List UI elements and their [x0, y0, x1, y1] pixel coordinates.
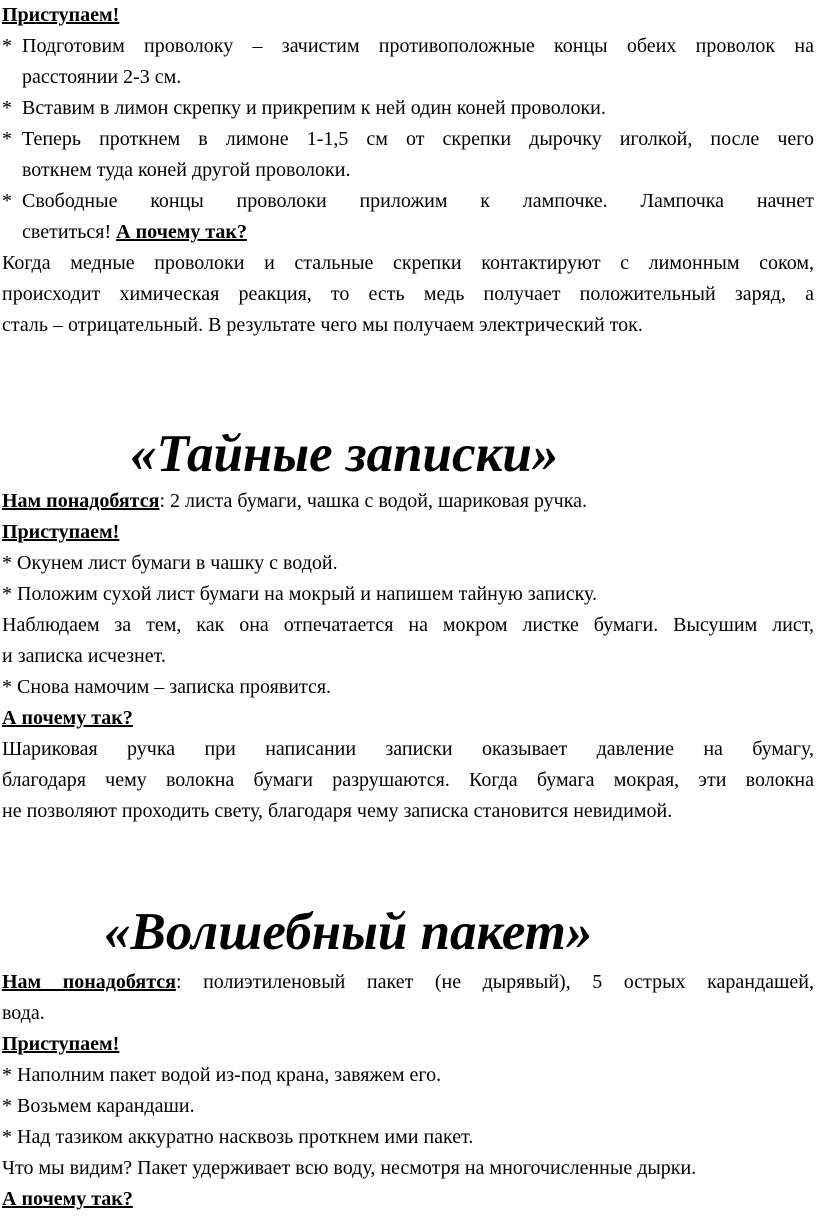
heading-start: Приступаем! — [2, 521, 120, 543]
step-line: * Снова намочим – записка проявится. — [2, 676, 332, 698]
step-item: * Вставим в лимон скрепку и прикрепим к ней один коней проволоки. — [2, 93, 814, 124]
section-secret-notes — [2, 486, 814, 827]
step-item: * Свободные концы проволоки приложим к лампочке. Лампочка начнет светиться! А почему так? — [2, 186, 814, 248]
text-line: сталь – отрицательный. В результате чего мы получаем электрический ток. — [2, 314, 643, 336]
section-title-magic-bag: «Волшебный пакет» — [104, 903, 593, 961]
step-item: * Теперь проткнем в лимоне 1-1,5 см от скрепки дырочку иголкой, после чего воткнем туда коней другой проволоки. — [2, 124, 814, 186]
explanation-paragraph — [2, 734, 814, 827]
step-line: * Наполним пакет водой из-под крана, завяжем его. — [2, 1064, 442, 1086]
section-lemon-battery — [2, 0, 814, 341]
text-line: благодаря чему волокна бумаги разрушаются. Когда бумага мокрая, эти волокна — [2, 769, 814, 791]
step-line: * Над тазиком аккуратно насквозь проткнем ими пакет. — [2, 1126, 474, 1148]
section-title-secret-notes: «Тайные записки» — [130, 425, 559, 483]
requirements-label: Нам понадобятся — [2, 971, 176, 993]
why-heading: А почему так? — [116, 221, 247, 243]
section-magic-bag — [2, 967, 814, 1215]
text-line: происходит химическая реакция, то есть медь получает положительный заряд, а — [2, 283, 814, 305]
requirements-label: Нам понадобятся — [2, 490, 160, 512]
observation-paragraph — [2, 610, 814, 672]
why-heading: А почему так? — [2, 1188, 133, 1210]
requirements-text: : 2 листа бумаги, чашка с водой, шариковая ручка. — [159, 490, 588, 512]
step-line: * Положим сухой лист бумаги на мокрый и напишем тайную записку. — [2, 583, 598, 605]
step-line: Теперь проткнем в лимоне 1-1,5 см от скрепки дырочку иголкой, после чего — [22, 128, 814, 150]
step-line: * Окунем лист бумаги в чашку с водой. — [2, 552, 338, 574]
observation-line: Что мы видим? Пакет удерживает всю воду, несмотря на многочисленные дырки. — [2, 1157, 697, 1179]
explanation-paragraph — [2, 248, 814, 341]
requirements-line — [2, 967, 814, 1029]
step-line: Подготовим проволоку – зачистим противоположные концы обеих проволок на — [22, 35, 814, 57]
text-line: Наблюдаем за тем, как она отпечатается на мокром листке бумаги. Высушим лист, — [2, 614, 814, 636]
step-line: Свободные концы проволоки приложим к лампочке. Лампочка начнет — [22, 190, 814, 212]
step-line: воткнем туда коней другой проволоки. — [22, 159, 351, 181]
heading-start: Приступаем! — [2, 4, 120, 26]
text-line: Шариковая ручка при написании записки оказывает давление на бумагу, — [2, 738, 814, 760]
text-line: и записка исчезнет. — [2, 645, 166, 667]
heading-start: Приступаем! — [2, 1033, 120, 1055]
why-heading: А почему так? — [2, 707, 133, 729]
requirements-text: : полиэтиленовый пакет (не дырявый), 5 острых карандашей, — [175, 971, 814, 993]
step-line: светиться! — [22, 221, 117, 243]
text-line: не позволяют проходить свету, благодаря чему записка становится невидимой. — [2, 800, 673, 822]
step-line: расстоянии 2-3 см. — [22, 66, 182, 88]
text-line: Когда медные проволоки и стальные скрепки контактируют с лимонным соком, — [2, 252, 814, 274]
requirements-line — [2, 486, 814, 517]
step-line: Вставим в лимон скрепку и прикрепим к ней один коней проволоки. — [22, 97, 606, 119]
step-line: * Возьмем карандаши. — [2, 1095, 195, 1117]
step-item: * Подготовим проволоку – зачистим противоположные концы обеих проволок на расстоянии 2-3 см. — [2, 31, 814, 93]
requirements-text: вода. — [2, 1002, 45, 1024]
